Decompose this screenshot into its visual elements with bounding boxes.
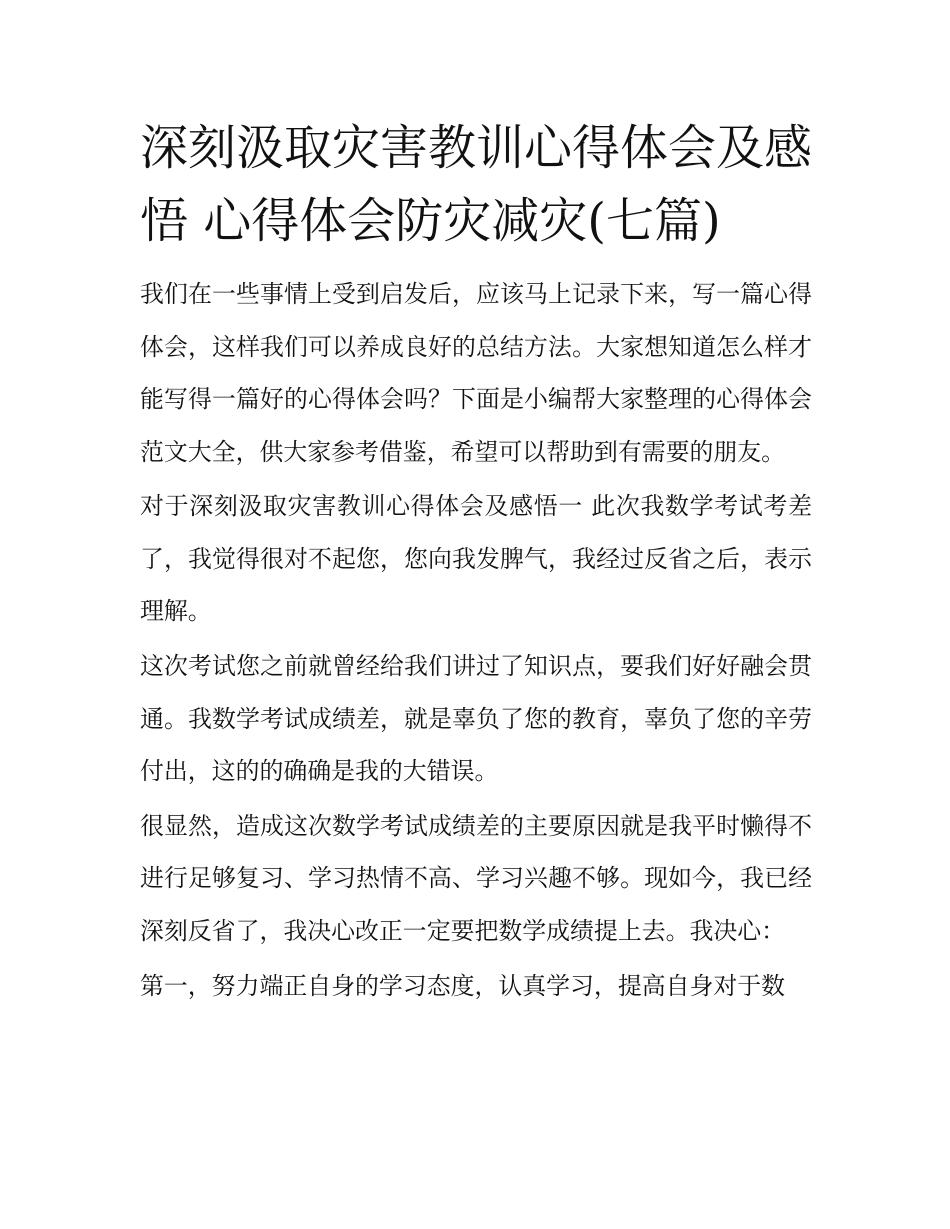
document-page <box>140 112 812 1014</box>
document-title: 深刻汲取灾害教训心得体会及感悟 心得体会防灾减灾(七篇) <box>140 120 813 249</box>
paragraph-3: 很显然，造成这次数学考试成绩差的主要原因就是我平时懒得不进行足够复习、学习热情不高、学习兴趣不够。现如今，我已经深刻反省了，我决心改正一定要把数学成绩提上去。我决心： <box>140 811 812 946</box>
paragraph-4: 第一，努力端正自身的学习态度，认真学习，提高自身对于数 <box>140 971 786 1000</box>
paragraph-2: 这次考试您之前就曾经给我们讲过了知识点，要我们好好融会贯通。我数学考试成绩差，就是辜负了您的教育，辜负了您的辛劳付出，这的的确确是我的大错误。 <box>140 652 812 786</box>
paragraph-1: 对于深刻汲取灾害教训心得体会及感悟一 此次我数学考试考差了，我觉得很对不起您，您向我发脾气，我经过反省之后，表示理解。 <box>140 492 812 626</box>
paragraph-intro: 我们在一些事情上受到启发后，应该马上记录下来，写一篇心得体会，这样我们可以养成良好的总结方法。大家想知道怎么样才能写得一篇好的心得体会吗？下面是小编帮大家整理的心得体会范文大全，供大家参考借鉴，希望可以帮助到有需要的朋友。 <box>140 279 812 466</box>
